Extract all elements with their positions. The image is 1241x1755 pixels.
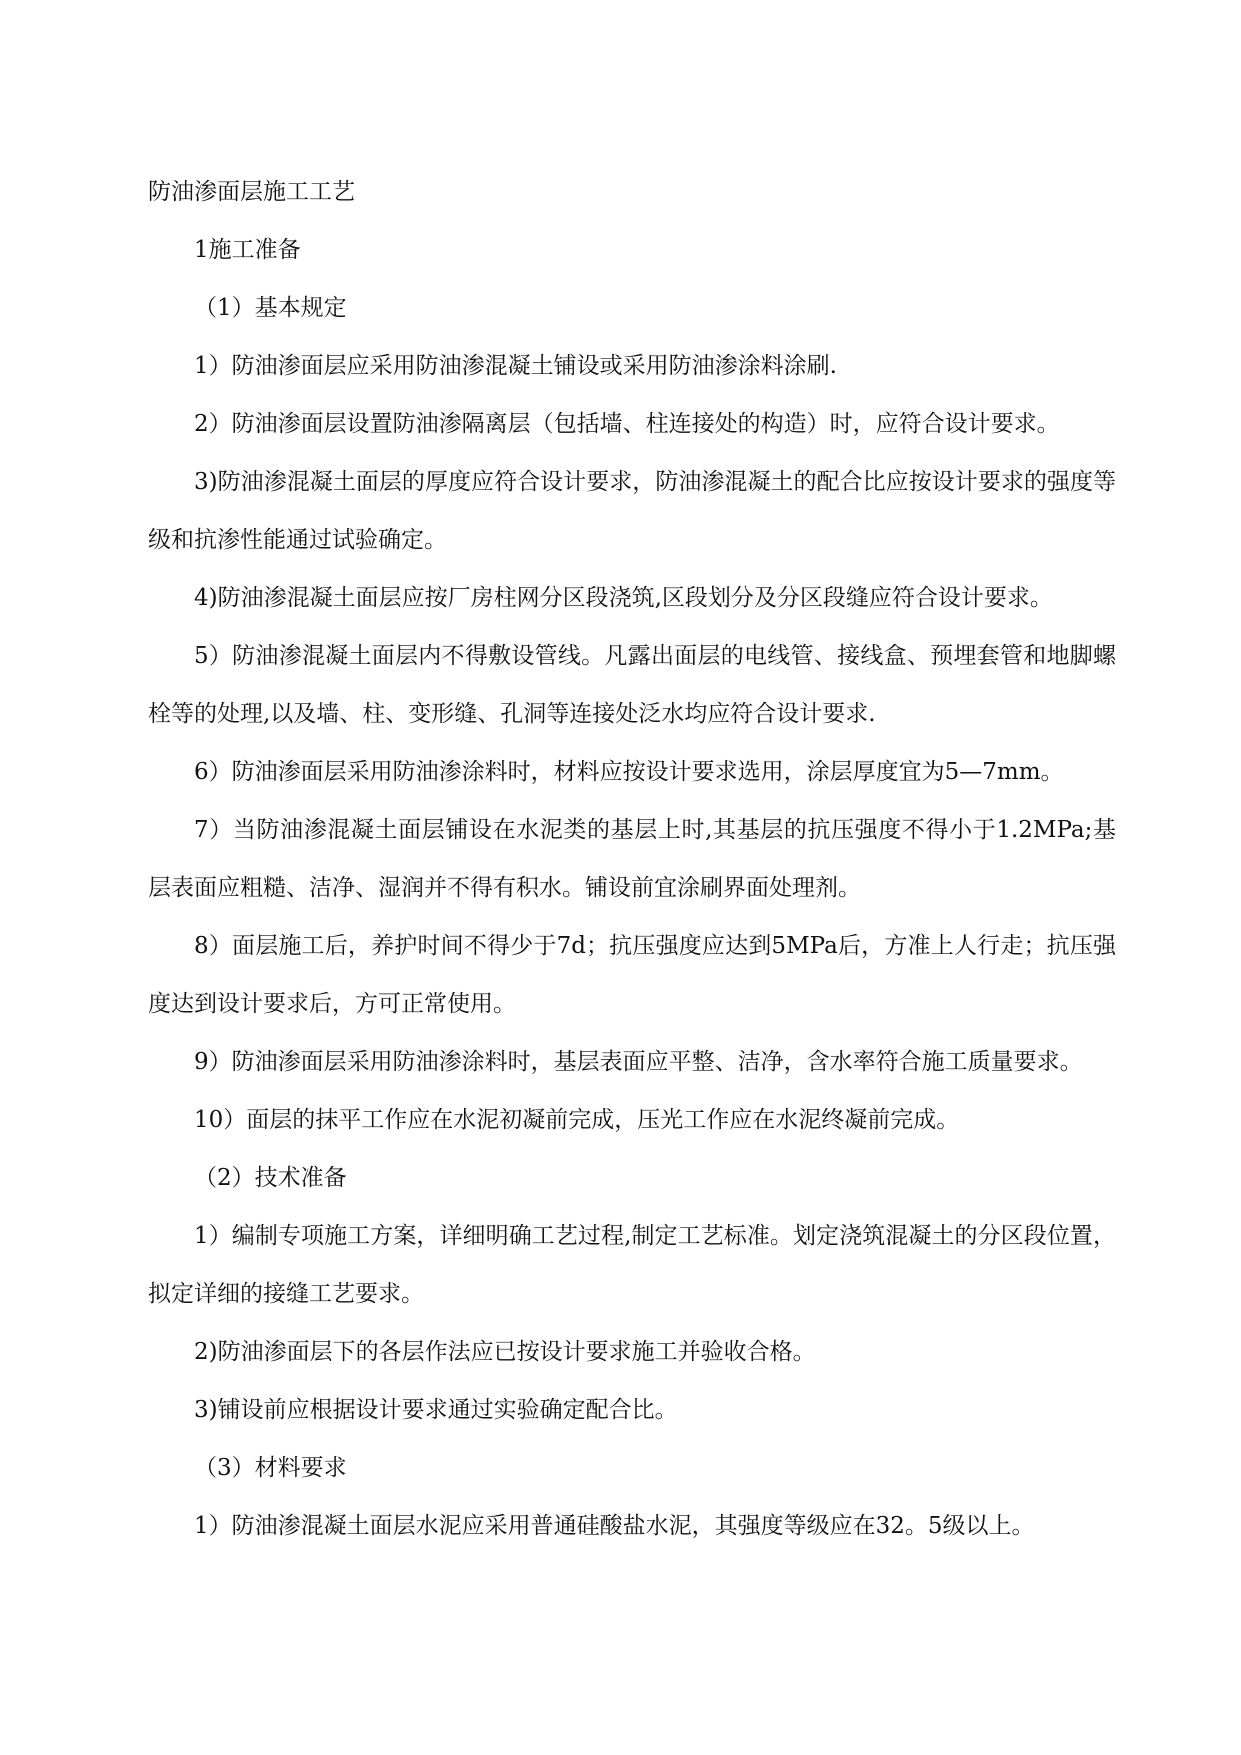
section-heading: 1施工准备 <box>194 237 301 263</box>
subsection-heading: （3）材料要求 <box>194 1455 347 1481</box>
paragraph: 1）编制专项施工方案，详细明确工艺过程,制定工艺标准。划定浇筑混凝土的分区段位置，拟定详细的接缝工艺要求。 <box>148 1223 1116 1307</box>
paragraph: 5）防油渗混凝土面层内不得敷设管线。凡露出面层的电线管、接线盒、预埋套管和地脚螺栓等的处理,以及墙、柱、变形缝、孔洞等连接处泛水均应符合设计要求. <box>148 643 1116 727</box>
paragraph: 1）防油渗混凝土面层水泥应采用普通硅酸盐水泥，其强度等级应在32。5级以上。 <box>194 1513 1035 1539</box>
paragraph: 2）防油渗面层设置防油渗隔离层（包括墙、柱连接处的构造）时，应符合设计要求。 <box>194 411 1060 437</box>
paragraph: 2)防油渗面层下的各层作法应已按设计要求施工并验收合格。 <box>194 1339 816 1365</box>
document-body <box>148 163 1116 1555</box>
paragraph: 3)防油渗混凝土面层的厚度应符合设计要求，防油渗混凝土的配合比应按设计要求的强度等级和抗渗性能通过试验确定。 <box>148 469 1116 553</box>
subsection-heading: （1）基本规定 <box>194 295 347 321</box>
paragraph: 3)铺设前应根据设计要求通过实验确定配合比。 <box>194 1397 678 1423</box>
paragraph: 6）防油渗面层采用防油渗涂料时，材料应按设计要求选用，涂层厚度宜为5—7mm。 <box>194 759 1064 785</box>
paragraph: 10）面层的抹平工作应在水泥初凝前完成，压光工作应在水泥终凝前完成。 <box>194 1107 960 1133</box>
paragraph: 9）防油渗面层采用防油渗涂料时，基层表面应平整、洁净，含水率符合施工质量要求。 <box>194 1049 1083 1075</box>
paragraph: 7）当防油渗混凝土面层铺设在水泥类的基层上时,其基层的抗压强度不得小于1.2MPa;基层表面应粗糙、洁净、湿润并不得有积水。铺设前宜涂刷界面处理剂。 <box>148 817 1116 901</box>
document-title: 防油渗面层施工工艺 <box>148 179 355 205</box>
paragraph: 8）面层施工后，养护时间不得少于7d；抗压强度应达到5MPa后，方准上人行走；抗压强度达到设计要求后，方可正常使用。 <box>148 933 1116 1017</box>
paragraph: 4)防油渗混凝土面层应按厂房柱网分区段浇筑,区段划分及分区段缝应符合设计要求。 <box>194 585 1053 611</box>
subsection-heading: （2）技术准备 <box>194 1165 347 1191</box>
paragraph: 1）防油渗面层应采用防油渗混凝土铺设或采用防油渗涂料涂刷. <box>194 353 837 379</box>
